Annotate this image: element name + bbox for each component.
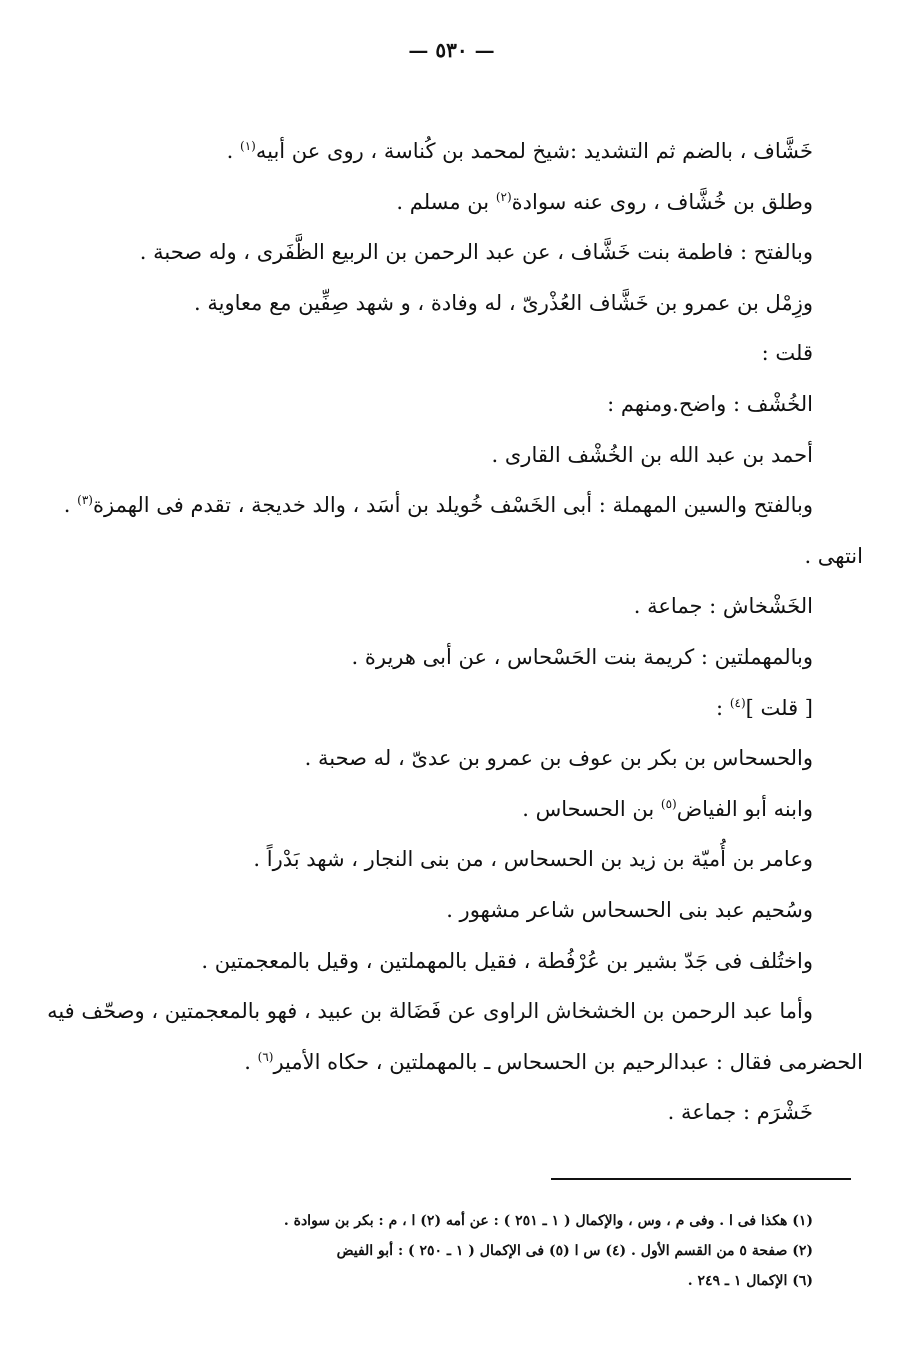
line-text: وعامر بن أُميّة بن زيد بن الحسحاس ، من بنى النجار ، شهد بَدْراً . — [253, 847, 813, 872]
line-text: وزِمْل بن عمرو بن خَشَّاف العُذْرىّ ، له وفادة ، و شهد صِفِّين مع معاوية . — [194, 290, 813, 315]
text-line — [93, 683, 813, 734]
line-text: والحسحاس بن بكر بن عوف بن عمرو بن عدىّ ، له صحبة . — [304, 746, 813, 771]
text-line — [93, 430, 813, 481]
footnote-separator — [551, 1178, 851, 1180]
line-text: وأما عبد الرحمن بن الخشخاش الراوى عن فَضَالة بن عبيد ، فهو بالمعجمتين ، وصحّف فيه — [47, 999, 813, 1024]
line-text: خَشْرَم : جماعة . — [667, 1100, 813, 1125]
line-text: الخُشْف : واضح.ومنهم : — [607, 391, 813, 416]
line-text: خَشَّاف ، بالضم ثم التشديد :شيخ لمحمد بن كُناسة ، روى عن أبيه — [255, 139, 813, 163]
footnote: (٢) صفحة ٥ من القسم الأول . (٤) س ا (٥) فى الإكمال ( ١ ـ ٢٥٠ ) : أبو الفيض — [336, 1243, 813, 1259]
line-text: وابنه أبو الفياض — [676, 796, 813, 821]
text-line — [93, 733, 813, 784]
line-text: وسُحيم عبد بنى الحسحاس شاعر مشهور . — [446, 897, 813, 922]
line-text-end: . — [244, 1049, 258, 1074]
text-line — [93, 328, 813, 379]
text-line — [93, 1087, 813, 1138]
line-text: الخَشْخاش : جماعة . — [633, 594, 813, 619]
text-line — [93, 278, 813, 329]
main-text — [47, 126, 863, 1138]
footnote-ref: (٣) — [77, 493, 93, 508]
text-line — [93, 834, 813, 885]
line-text-end: بن الحسحاس . — [522, 796, 661, 821]
text-line — [93, 936, 813, 987]
text-line — [93, 531, 863, 582]
line-text: أحمد بن عبد الله بن الخُشْف القارى . — [491, 442, 813, 467]
line-text-end: : — [716, 695, 730, 720]
footnote-ref: (٥) — [660, 796, 677, 811]
text-line — [93, 126, 813, 177]
line-text-end: . — [226, 139, 241, 163]
line-text: وطلق بن خُشَّاف ، روى عنه سوادة — [511, 189, 813, 214]
footnote: (٦) الإكمال ١ ـ ٢٤٩ . — [687, 1273, 813, 1289]
line-text: وبالفتح والسين المهملة : أبى الخَسْف خُويلد بن أسَد ، والد خديجة ، تقدم فى الهمزة — [92, 493, 813, 518]
footnotes — [93, 1206, 813, 1296]
line-text-end: . — [63, 493, 78, 518]
text-line — [93, 227, 813, 278]
footnote: (١) هكذا فى ا . وفى م ، وس ، والإكمال ( ١ ـ ٢٥١ ) : عن أمه (٢) ا ، م : بكر بن سوادة . — [283, 1213, 813, 1229]
text-line — [93, 177, 813, 228]
line-text: [ قلت ] — [745, 695, 813, 720]
text-line — [93, 1037, 863, 1088]
text-line — [93, 379, 813, 430]
line-text: انتهى . — [804, 543, 863, 568]
line-text: قلت : — [761, 341, 813, 366]
line-text: الحضرمى فقال : عبدالرحيم بن الحسحاس ـ بالمهملتين ، حكاه الأمير — [273, 1049, 863, 1074]
text-line — [93, 632, 813, 683]
text-line — [47, 986, 813, 1037]
footnote-ref: (٤) — [729, 695, 746, 710]
text-line — [93, 581, 813, 632]
footnote-ref: (١) — [240, 139, 256, 153]
line-text-end: بن مسلم . — [396, 189, 496, 214]
footnote-ref: (٢) — [495, 189, 512, 204]
line-text: وبالمهملتين : كريمة بنت الحَسْحاس ، عن أبى هريرة . — [351, 644, 813, 669]
line-text: وبالفتح : فاطمة بنت خَشَّاف ، عن عبد الرحمن بن الربيع الظَّفَرى ، وله صحبة . — [139, 240, 813, 265]
line-text: واختُلف فى جَدّ بشير بن عُرْفُطة ، فقيل بالمهملتين ، وقيل بالمعجمتين . — [201, 948, 813, 973]
page-number: — ٥٣٠ — — [408, 38, 495, 62]
footnote-ref: (٦) — [257, 1049, 274, 1064]
text-line — [63, 480, 813, 531]
text-line — [93, 784, 813, 835]
text-line — [93, 885, 813, 936]
